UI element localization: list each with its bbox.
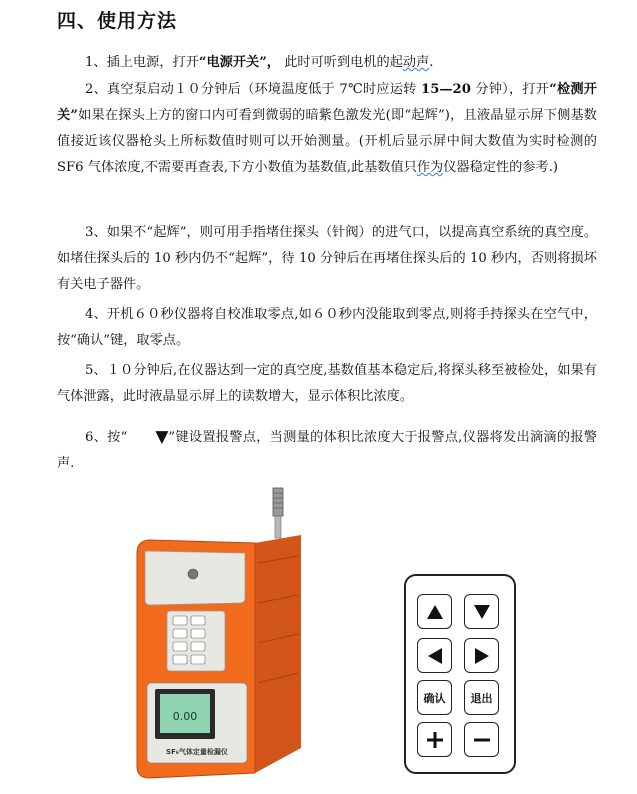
probe-tip bbox=[273, 488, 283, 516]
down-triangle-icon: ▼ bbox=[155, 427, 169, 447]
up-key[interactable] bbox=[417, 594, 452, 629]
step-2-part2: 分钟），打开 bbox=[470, 82, 550, 97]
step-2-part1: 2、真空泵启动１０分钟后（环境温度低于 7℃时应运转 bbox=[85, 82, 422, 97]
lcd-reading: 0.00 bbox=[172, 710, 198, 723]
step-1-suffix: . bbox=[429, 55, 434, 70]
minus-key[interactable] bbox=[464, 722, 499, 757]
confirm-key[interactable]: 确认 bbox=[417, 680, 452, 715]
down-key[interactable] bbox=[464, 594, 499, 629]
keypad-diagram bbox=[404, 574, 516, 774]
step-1-mid: 此时可听到电机的起 bbox=[280, 55, 403, 70]
plus-icon bbox=[427, 732, 443, 748]
step-5-paragraph: 5、１０分钟后,在仪器达到一定的真空度,基数值基本稳定后,将探头移至被检处，如果有气体泄露，此时液晶显示屏上的读数增大，显示体积比浓度。 bbox=[57, 363, 597, 404]
step-3-paragraph: 3、如果不“起辉”，则可用手指堵住探头（针阀）的进气口，以提高真空系统的真空度。如堵住探头后的 10 秒内仍不“起辉”，待 10 分钟后在再堵住探头后的 10 秒内，否则将损坏有关电子器件。 bbox=[57, 225, 597, 292]
step-1-bold: “电源开关”， bbox=[198, 55, 280, 70]
step-2-paragraph bbox=[57, 77, 597, 181]
section-heading: 四、使用方法 bbox=[57, 10, 178, 32]
minus-icon bbox=[474, 732, 490, 748]
probe-stem bbox=[275, 516, 281, 538]
step-4-paragraph: 4、开机６０秒仪器将自校准取零点,如６０秒内没能取到零点,则将手持探头在空气中，按“确认”键，取零点。 bbox=[57, 307, 597, 348]
logo-mark bbox=[188, 569, 198, 579]
step-6-part1: 6、按“ bbox=[85, 430, 128, 445]
step-6-paragraph bbox=[57, 424, 597, 477]
step-1-paragraph bbox=[57, 50, 597, 76]
left-key[interactable] bbox=[417, 638, 452, 673]
step-2-bold-switch: “检测开关” bbox=[57, 82, 597, 123]
device-side bbox=[255, 535, 301, 773]
exit-key[interactable]: 退出 bbox=[464, 680, 499, 715]
up-arrow-icon bbox=[427, 605, 443, 619]
step-1-prefix: 1、插上电源，打开 bbox=[85, 55, 199, 70]
step-2-part4: 仪器稳定性的参考.) bbox=[443, 160, 559, 175]
step-2-part3: 如果在探头上方的窗口内可看到微弱的暗紫色激发光(即“起辉”)，且液晶显示屏下侧基数值接近该仪器枪头上所标数值时则可以开始测量。(开机后显示屏中间大数值为实时检测的 SF6 气体浓度,不需要再查表,下方小数值为基数值,此基数值只 bbox=[57, 108, 597, 175]
step-6-part2: ”键设置报警点，当测量的体积比浓度大于报警点,仪器将发出滴滴的报警声. bbox=[57, 430, 597, 471]
left-arrow-icon bbox=[428, 648, 442, 664]
step-1-wavy: 动声 bbox=[402, 55, 430, 70]
right-key[interactable] bbox=[464, 638, 499, 673]
step-2-bold-num: 15—20 bbox=[421, 82, 471, 97]
step-2-wavy: 作为 bbox=[416, 160, 444, 175]
leak-detector-device-image bbox=[133, 483, 333, 788]
right-arrow-icon bbox=[475, 648, 489, 664]
device-label: SF₆气体定量检漏仪 bbox=[166, 748, 228, 756]
down-arrow-icon bbox=[474, 605, 490, 619]
plus-key[interactable] bbox=[417, 722, 452, 757]
